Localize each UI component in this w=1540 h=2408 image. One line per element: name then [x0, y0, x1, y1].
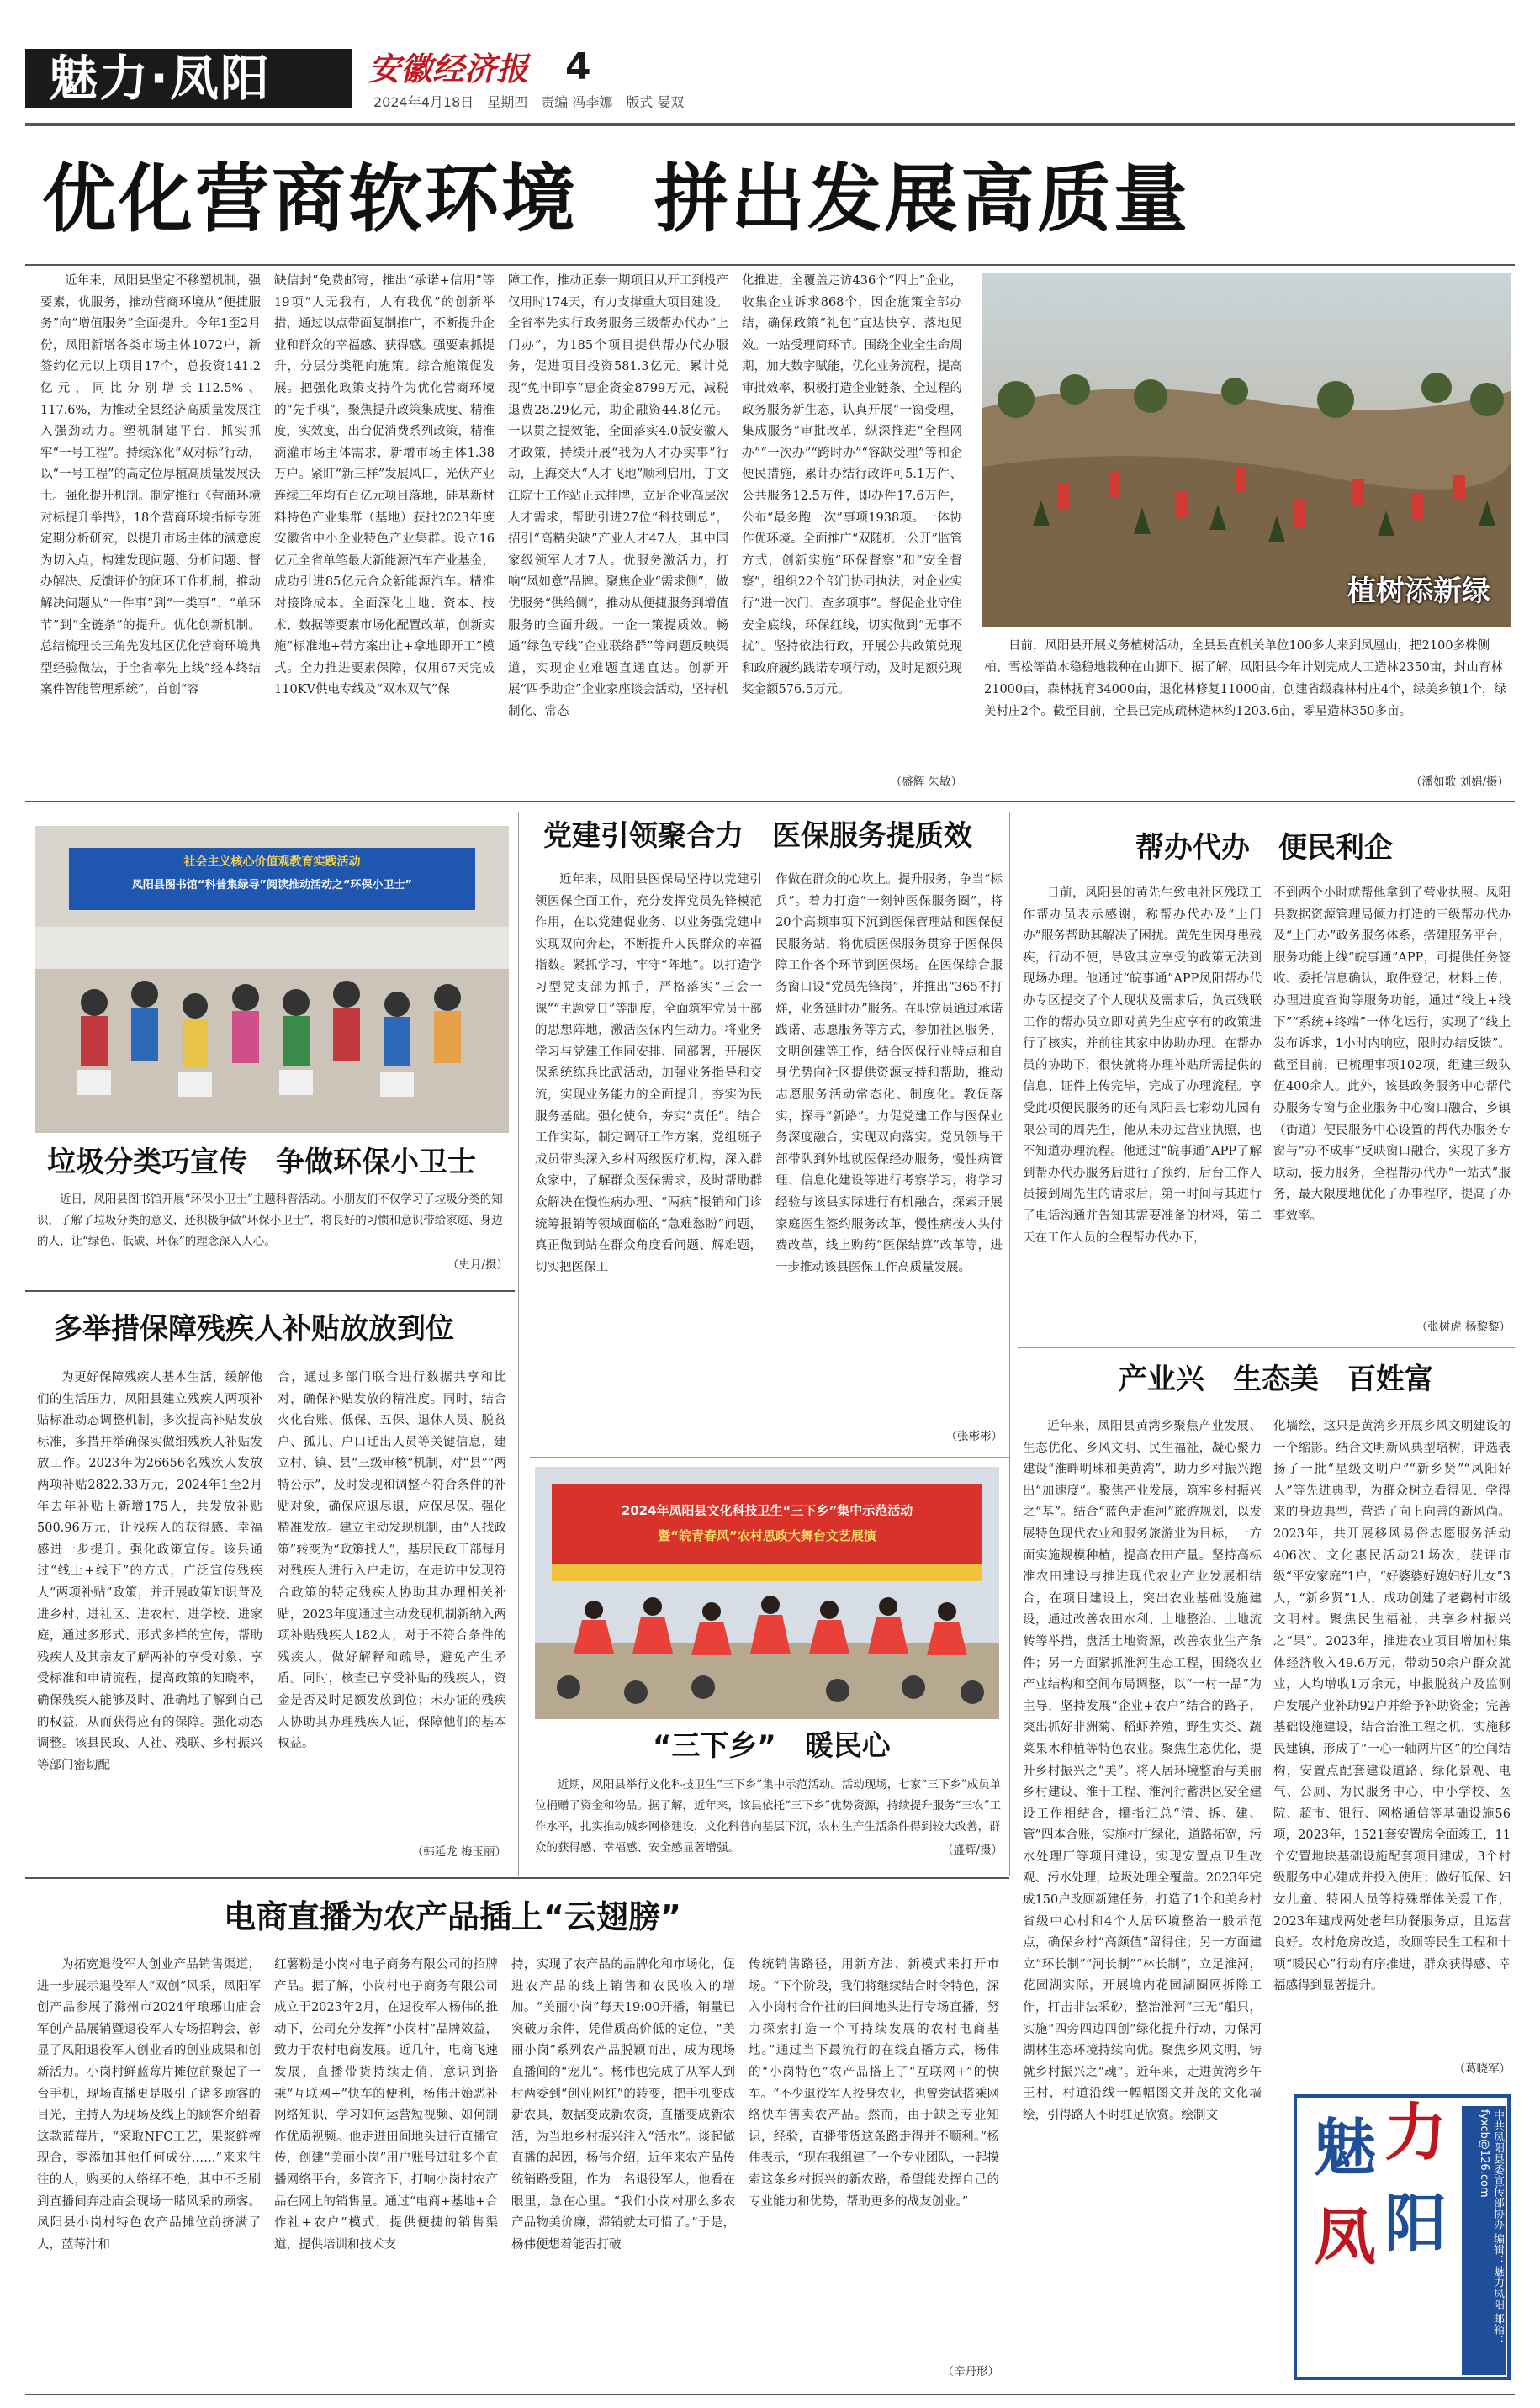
- paper-name: 安徽经济报: [368, 50, 529, 87]
- page-headline: 优化营商软环境 拼出发展高质量: [42, 156, 1191, 242]
- kids-event-photo: [35, 826, 509, 1133]
- page-number: 4: [565, 45, 591, 88]
- disabled-article-col1: 为更好保障残疾人基本生活，缓解他们的生活压力，凤阳县建立残疾人两项补贴标准动态调整机制，多次提高补贴发放标准，多措并举确保实做细残疾人补贴发放工作。2023年为26656名残疾人发放两项补贴2822.33万元，2024年1至2月年去年补贴上新增175人，共发放补贴500.96万元，让残疾人的获得感、幸福感进一步提升。强化政策宣传。该县通过“线上+线下”的方式，广泛宣传残疾人“两项补贴”政策，并开展政策知识普及进乡村、进社区、进农村、进学校、进家庭，通过多形式、形式多样的宣传，帮助残疾人及其亲友了解两补的享受对象、享受标准和申请流程，提高政策的知晓率，确保残疾人能够及时、准确地了解到自己的权益，从而获得应有的保障。强化动态调整。该县民政、人社、残联、乡村振兴等部门密切配: [37, 1371, 262, 1772]
- party-bottom-rule: [530, 1457, 1009, 1458]
- industry-article-title: 产业兴 生态美 百姓富: [1119, 1363, 1433, 1396]
- headline-rule: [25, 264, 1515, 266]
- sidebar-logo-box: [1294, 2094, 1511, 2380]
- sidebar-logo-char3: 凤: [1314, 2201, 1376, 2273]
- sidebar-logo-char1: 魅: [1314, 2112, 1376, 2184]
- disabled-article-byline: （韩延龙 梅玉丽）: [411, 1845, 506, 1859]
- party-article-title: 党建引领聚合力 医保服务提质效: [543, 819, 972, 853]
- kids-banner-line2: 凤阳县图书馆“科普集绿导”阅读推动活动之“环保小卫士”: [131, 879, 413, 892]
- dance-photo-title: “三下乡” 暖民心: [653, 1729, 891, 1763]
- kids-banner-line1: 社会主义核心价值观教育实践活动: [183, 855, 361, 869]
- sidebar-logo-char2: 力: [1384, 2097, 1447, 2169]
- page-bottom-rule: [25, 2394, 1515, 2395]
- industry-article-col1: 近年来，凤阳县黄湾乡聚焦产业发展、生态优化、乡风文明、民生福祉，凝心聚力建设“淮畔明珠和美黄湾”，助力乡村振兴跑出“加速度”。聚焦产业发展，筑牢乡村振兴之“基”。结合“蓝色走淮河”旅游规划，以发展特色现代农业和服务旅游业为目标，一方面实施规模种植，提高农田产量。坚持高标准农田建设与推进现代农业产业发展相结合，在项目建设上，突出农业基础设施建设，通过改善农田水利、土地整治、土地流转等举措，盘活土地资源，改善农业生产条件；另一方面紧抓淮河生态工程，围绕农业产业结构和空间布局调整，以“一村一品”为主导，坚持发展“企业+农户”结合的路子，突出抓好非洲菊、稻虾养殖，野生实类、蔬菜果木种植等特色农业。聚焦生态优化，提升乡村振兴之“美”。将人居环境整治与美丽乡村建设、淮干工程、淮河行蓄洪区安全建设工作相结合，攥指汇总“清、拆、建、管”四本合账，实施村庄绿化，道路拓宽，污水处理厂等项目建设，实现安置点卫生改观、污水处理，垃圾处理全覆盖。2023年完成150户改厕新建任务，打造了1个和美乡村省级中心村和4个人居环境整治一般示范点，确保乡村“高颜值”留得住；另一方面建立“环长制”“河长制”“林长制”，立足淮河，花园湖实际，开展境内花园湖圈网拆除工作，打击非法采砂，整治淮河“三无”船只，实施“四旁四边四创”绿化提升行动，力保河湖林生态环境持续向优。聚焦乡风文明，铸就乡村振兴之“魂”。近年来，走进黄湾乡午王村，村道沿线一幅幅图文并茂的文化墙绘，引得路人不时驻足欣赏。绘制文: [1023, 1420, 1262, 2122]
- ecommerce-article-title: 电商直播为农产品插上“云翅膀”: [224, 1898, 681, 1935]
- lead-article-col4: 化推进，全覆盖走访436个“四上”企业，收集企业诉求868个，因企施策全部办结，确保政策“礼包”直达快享、落地见效。一站受理简环节。围绕企业全生命周期，加大数字赋能，优化业务流程，提高审批效率，积极打造企业链条、全过程的政务服务新生态，认真开展“一窗受理，集成服务”审批改革，纵深推进“全程网办”“一次办”“跨时办”“容缺受理”等和企便民措施，累计办结行政许可5.1万件、公共服务12.5万件，即办件17.6万件，公布“最多跑一次”事项1938项。一体协作优环境。全面推广“双随机一公开”监管方式，创新实施“环保督察”和“安全督察”，组织22个部门协同执法，对企业实行“进一次门、查多项事”。督促企业守住安全底线，环保红线，切实做到“无事不扰”。坚持依法行政，开展公共政策兑现和政府履约践诺专项行动，及时足额兑现奖金额576.5万元。: [742, 274, 962, 697]
- kids-photo-title: 垃圾分类巧宣传 争做环保小卫士: [47, 1146, 476, 1179]
- masthead-rule: [25, 123, 1515, 126]
- kids-photo-caption: 近日，凤阳县图书馆开展“环保小卫士”主题科普活动。小朋友们不仅学习了垃圾分类的知识，了解了垃圾分类的意义，还积极争做“环保小卫士”，将良好的习惯和意识带给家庭、身边的人，让“绿色、低碳、环保”的理念深入人心。: [37, 1193, 503, 1248]
- dance-event-photo: [535, 1467, 999, 1719]
- dance-photo-caption: 近期，凤阳县举行文化科技卫生“三下乡”集中示范活动。活动现场，七家“三下乡”成员单位捐赠了资金和物品。据了解，近年来，该县依托“三下乡”优势资源，持续提升服务“三农”工作水平，扎实推动城乡网格建设，文化科普向基层下沉，农村生产生活条件得到较大改善，群众的获得感、幸福感、安全感显著增强。: [535, 1778, 1002, 1855]
- ecommerce-top-rule: [25, 1877, 1009, 1879]
- party-article-col1: 近年来，凤阳县医保局坚持以党建引领医保全面工作，充分发挥党员先锋模范作用，在以党建促业务、以业务强党建中实现双向奔赴，不断提升人民群众的幸福指数。紧抓学习，牢守“阵地”。以打造学习型党支部为抓手，严格落实“三会一课”“主题党日”等制度，全面筑牢党员干部的思想阵地，激活医保内生动力。将业务学习与党建工作同安排、同部署，开展医保系统练兵比武活动，加强业务指导和交流，实现业务能力的全面提升，夯实为民服务基础。强化使命，夯实“责任”。结合工作实际，制定调研工作方案，党组班子成员带头深入乡村两级医疗机构，深入群众家中，了解群众医保需求，及时帮助群众解决在慢性病办理、“两病”报销和门诊统筹报销等领域面临的“急难愁盼”问题，真正做到站在群众角度看问题、解难题，切实把医保工: [535, 873, 762, 1274]
- top-block-rule: [25, 801, 1515, 802]
- sidebar-info: [1462, 2106, 1506, 2375]
- tree-planting-photo: [982, 273, 1511, 627]
- dance-banner-line1: 2024年凤阳县文化科技卫生“三下乡”集中示范活动: [621, 1503, 913, 1518]
- sidebar-logo-char4: 阳: [1384, 2188, 1447, 2260]
- tree-planting-image: [982, 273, 1511, 627]
- dance-photo-byline: （盛辉/摄）: [941, 1844, 1003, 1857]
- disabled-article-col2: 合，通过多部门联合进行数据共享和比对，确保补贴发放的精准度。同时，结合火化台账、低保、五保、退休人员、脱贫户、孤儿、户口迁出人员等关键信息，建立村、镇、县“三级审核”机制，对“县”“两特公示”，及时发现和调整不符合条件的补贴对象，确保应退尽退，应保尽保。强化精准发放。建立主动发现机制，由“人找政策”转变为“政策找人”，基层民政干部每月对残疾人进行入户走访，在走访中发现符合政策的特定残疾人协助其办理相关补贴，2023年度通过主动发现机制新纳入两项补贴残疾人182人；对于不符合条件的残疾人，做好解释和疏导，避免产生矛盾。同时，核查已享受补贴的残疾人，资金是否及时足额发放到位；未办证的残疾人协助其办理残疾人证，保障他们的基本权益。: [278, 1371, 506, 1751]
- divider-right: [1009, 812, 1010, 1876]
- industry-article-col2: 化墙绘，这只是黄湾乡开展乡风文明建设的一个缩影。结合文明新风典型培树，评选表扬了一批“星级文明户”“新乡贤”“凤阳好人”等先进典型，为群众树立看得见、学得来的身边典型，营造了向上向善的新风尚。2023年，共开展移风易俗志愿服务活动406次、文化惠民活动21场次，获评市级“平安家庭”1户，“好婆婆好媳妇好儿女”3人，“新乡贤”1人，成功创建了老鹳村市级文明村。聚焦民生福祉，共享乡村振兴之“果”。2023年，推进农业项目增加村集体经济收入49.6万元，带动50余户群众就业，人均增收1万余元，申报脱贫户及监测户发展产业补助92户并给予补助资金；完善基础设施建设，结合治淮工程之机，实施移民建镇，形成了“一心一轴两片区”的空间结构，安置点配套建设道路、绿化景观、电气、公厕、为民服务中心、中小学校、医院、超市、银行、网格通信等基础设施56项，2023年，1521套安置房全面竣工，11个安置地块基础设施配套项目建成，3个村级服务中心建成并投入使用；做好低保、妇女儿童、特困人员等特殊群体关爱工作，2023年建成两处老年助餐服务点，且运营良好。农村危房改造，改厕等民生工程和十项“暖民心”行动有序推进，群众获得感、幸福感得到显著提升。: [1273, 1420, 1511, 1993]
- ecommerce-article-col1: 为拓宽退役军人创业产品销售渠道，进一步展示退役军人“双创”风采，凤阳军创产品参展了滁州市2024年琅琊山庙会军创产品展销暨退役军人专场招聘会，彰显了凤阳退役军人创业者的创业成果和创新活力。小岗村鲜蓝莓片摊位前聚起了一台手机，现场直播更是吸引了诸多顾客的目光，主持人为现场及线上的顾客介绍着这款蓝莓片，“采取NFC工艺，果浆鲜榨现合，零添加其他任何成分……”来来往往的人，购买的人络绎不绝，其中不乏刷到直播间奔赴庙会现场一睹风采的顾客。凤阳县小岗村特色农产品摊位前挤满了人，蓝莓汁和: [37, 1958, 261, 2252]
- industry-article-byline: （葛晓军）: [1453, 2062, 1511, 2076]
- disabled-article-title: 多举措保障残疾人补贴放放到位: [54, 1312, 454, 1346]
- kids-event-image: [35, 826, 509, 1133]
- kids-photo-byline: （史月/摄）: [447, 1258, 508, 1272]
- help-bottom-rule: [1018, 1347, 1515, 1348]
- lead-article-col3: 障工作，推动正泰一期项目从开工到投产仅用时174天，有力支撑重大项目建设。全省率先实行政务服务三级帮办代办“上门办”，为185个项目提供帮办代办服务，促进项目投资581.3亿元。累计兑现“免申即享”惠企资金8799万元，减税退费28.29亿元，助企融资44.8亿元。一以贯之提效能，全面落实4.0版安徽人才政策，持续开展“我为人才办实事”行动，上海交大“人才飞地”顺利启用，丁文江院士工作站正式挂牌，立足企业高层次人才需求，帮助引进27位“科技副总”，招引“高精尖缺”产业人才47人，其中国家级领军人才7人。优服务激活力，打响“凤如意”品牌。聚焦企业“需求侧”，做优服务“供给侧”，推动从便捷服务到增值服务的全面升级。一企一策提质效。畅通“绿色专线”企业联络群”等问题反映渠道，实现企业难题直通直达。创新开展“四季助企”企业家座谈会活动，坚持机制化、常态: [508, 274, 728, 718]
- lead-article-col1: 近年来，凤阳县坚定不移塑机制，强要素，优服务，推动营商环境从“便捷服务”向“增值服务”全面提升。今年1至2月份，凤阳新增各类市场主体1072户，新签约亿元以上项目17个，总投资141.2亿元，同比分别增长112.5%、117.6%，为推动全县经济高质量发展注入强劲动力。塑机制建平台，抓实抓牢“一号工程”。持续深化“双对标”行动，以“一号工程”的高定位厚植高质量发展沃土。强化提升机制。制定推行《营商环境对标提升举措》，18个营商环境指标专班定期分析研究，以提升市场主体的满意度为切入点，构建发现问题、分析问题、督办解决、反馈评价的闭环工作机制，推动解决问题从“一件事”到“一类事”、“单环节”到“全链条”的提升。优化创新机制。总结梳理长三角先发地区优化营商环境典型经验做法，于全省率先上线“经本终结案件智能管理系统”，首创“容: [40, 274, 261, 697]
- dance-banner-line2: 暨“皖青春风”农村思政大舞台文艺展演: [658, 1528, 876, 1543]
- lead-article-col2: 缺信封”免费邮寄，推出“承诺+信用”等19项“人无我有，人有我优”的创新举措，通过以点带面复制推广，不断提升企业和群众的幸福感、获得感。强要素抓提升，分层分类靶向施策。综合施策促发展。把强化政策支持作为优化营商环境的“先手棋”，聚焦提升政策集成度、精准度，实效度，出台促消费系列政策，精准滴灌市场主体需求，新增市场主体1.38万户。紧盯“新三样”发展风口，光伏产业连续三年均有百亿元项目落地，硅基新材料特色产业集群（基地）获批2023年度安徽省中小企业特色产业集群。设立16亿元全省单笔最大新能源汽车产业基金，成功引进85亿元合众新能源汽车。精准对接降成本。全面深化土地、资本、技术、数据等要素市场化配置改革，创新实施“标准地+带方案出让+拿地即开工”模式。全力推进要素保障，仅用67天完成110KV供电专线及“双水双气”保: [274, 274, 495, 697]
- ecommerce-article-byline: （辛丹形）: [942, 2365, 999, 2379]
- divider-left: [518, 812, 519, 1876]
- masthead: [0, 0, 1540, 126]
- tree-photo-byline: （潘如歌 刘娟/摄）: [1410, 775, 1509, 789]
- help-article-title: 帮办代办 便民利企: [1135, 831, 1393, 865]
- tree-photo-caption: 日前，凤阳县开展义务植树活动，全县县直机关单位100多人来到凤凰山，把2100多株侧柏、雪松等苗木稳稳地栽种在山脚下。据了解，凤阳县今年计划完成人工造林2350亩，封山育林21000亩，森林抚育34000亩，退化林修复11000亩，创建省级森林村庄4个，绿美乡镇1个，绿美村庄2个。截至目前，全县已完成疏林造林约1203.6亩，零星造林350多亩。: [984, 639, 1506, 718]
- sidebar-note1: 中共凤阳县委宣传部协办: [1491, 2109, 1504, 2230]
- dateline: 2024年4月18日 星期四 责编 冯李娜 版式 晏双: [373, 94, 685, 110]
- help-article-col2: 不到两个小时就帮他拿到了营业执照。凤阳县数据资源管理局倾力打造的三级帮办代办及“上门办”政务服务体系，搭建服务平台，服务功能上线“皖事通”APP，可提供任务签收、委托信息确认，取件登记，材料上传，办理进度查询等服务功能，通过“线上+线下”“系统+终端”一体化运行，实现了“线上发布诉求，1小时内响应，限时办结反馈”。截至目前，已梳理事项102项，组建三级队伍400余人。此外，该县政务服务中心帮代办服务专窗与企业服务中心窗口融合，乡镇（街道）便民服务中心设置的帮代办服务专窗与“办不成事”反映窗口融合，实现了多方联动，接力服务，全程帮办代办“一站式”服务，最大限度地优化了办事程序，提高了办事效率。: [1273, 886, 1511, 1223]
- party-article-col2: 作做在群众的心坎上。提升服务，争当“标兵”。着力打造“一刻钟医保服务圈”，将20个高频事项下沉到医保管理站和医保便民服务站，将优质医保服务贯穿于医保保障工作各个环节到医保场。在医保综合服务窗口设“党员先锋岗”，并推出“365不打烊，业务延时办”服务。在职党员通过承诺践诺、志愿服务等方式，参加社区服务，文明创建等工作，结合医保行业特点和自身优势向社区提供资源支持和帮助，推动志愿服务活动常态化、制度化。教促落实，探寻“新路”。力促党建工作与医保业务深度融合，实现双向落实。党员领导干部带队到外地就医保经办服务，慢性病管理、信息化建设等进行考察学习，将学习经验与该县实际进行有机融合，探索开展家庭医生签约服务改革，慢性病按人头付费改革，线上购药“医保结算”改革等，进一步推动该县医保工作高质量发展。: [775, 873, 1003, 1274]
- kids-rule: [25, 1290, 515, 1292]
- lead-article-byline: （盛辉 朱敏）: [890, 775, 962, 789]
- ecommerce-article-col2: 红薯粉是小岗村电子商务有限公司的招牌产品。据了解，小岗村电子商务有限公司成立于2023年2月，在退役军人杨伟的推动下，公司充分发挥“小岗村”品牌效益，致力于农村电商发展。近几年，电商飞速发展，直播带货持续走俏，意识到搭乘“互联网+”快车的便利，杨伟开始恶补网络知识，学习如何运营短视频、如何制作优质视频。他走进田间地头进行直播宣传，创建“美丽小岗”用户账号进驻多个直播网络平台，多管齐下，打响小岗村农产品在网上的销售量。通过“电商+基地+合作社+农户”模式，提供便捷的销售渠道，提供培训和技术支: [274, 1958, 498, 2252]
- sidebar-note3: 邮箱：fyxcb@126.com: [1478, 2109, 1504, 2347]
- ecommerce-article-col3: 持，实现了农产品的品牌化和市场化，促进农产品的线上销售和农民收入的增加。“美丽小岗”每天19:00开播，销量已突破万余件，凭借质高价低的定位，“美丽小岗”系列农产品脱颖而出，成为现场直播间的“宠儿”。杨伟也完成了从军人到村两委到“创业网红”的转变，把手机变成新农具，数据变成新农资，直播变成新农活，为当地乡村振兴注入“活水”。谈起做直播的起因，杨伟介绍，近年来农产品传统销路受阻，作为一名退役军人，他看在眼里，急在心里。“我们小岗村那么多农产品物美价廉，滞销就太可惜了。”于是，杨伟便想着能否打破: [511, 1958, 735, 2252]
- sidebar-note2: 编辑：魅力凤阳: [1491, 2233, 1504, 2310]
- party-article-byline: （张彬彬）: [945, 1430, 1003, 1443]
- help-article-col1: 日前，凤阳县的黄先生致电社区残联工作帮办员表示感谢，称帮办代办及“上门办”服务帮助其解决了困扰。黄先生因身患残疾，行动不便，导致其应享受的政策无法到现场办理。他通过“皖事通”APP凤阳帮办代办专区提交了个人现状及需求后，负责残联工作的帮办员立即对黄先生应享有的政策进行了核实，并前往其家中协助办理。在帮办员的协助下，很快就将办理补贴所需提供的信息、证件上传完毕，完成了办理流程。享受此项便民服务的还有凤阳县七彩幼儿园有限公司的周先生，他从未办过营业执照，也不知道办理流程。他通过“皖事通”APP了解到帮办代办服务后进行了预约，后台工作人员接到周先生的请求后，第一时间与其进行了电话沟通并告知其需要准备的材料，第二天在工作人员的全程帮办代办下，: [1023, 886, 1262, 1245]
- help-article-byline: （张树虎 杨黎黎）: [1416, 1320, 1511, 1334]
- tree-photo-overlay: 植树添新绿: [1347, 574, 1490, 608]
- ecommerce-article-col4: 传统销售路径，用新方法、新模式来打开市场。“下个阶段，我们将继续结合时令特色，深入小岗村合作社的田间地头进行专场直播，努力探索打造一个可持续发展的农村电商基地。”通过当下最流行的在线直播方式，杨伟的“小岗特色”农产品搭上了“互联网+”的快车。“不少退役军人投身农业，也曾尝试搭乘网络快车售卖农产品。然而，由于缺乏专业知识，经验，直播带货这条路走得并不顺利。”杨伟表示，“现在我组建了一个专业团队，一起摸索这条乡村振兴的新农路，希望能发挥自己的专业能力和优势，帮助更多的战友创业。”: [749, 1958, 999, 2209]
- section-label: 魅力·凤阳: [49, 50, 272, 107]
